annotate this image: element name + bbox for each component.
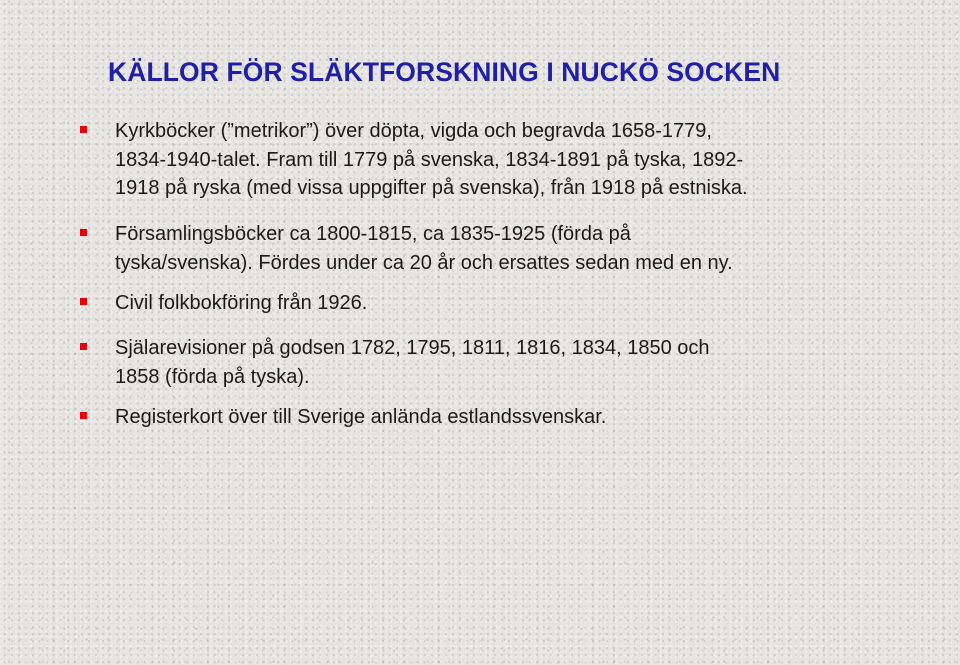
bullet-text [115,403,885,432]
bullet-text [115,289,885,318]
slide-title: KÄLLOR FÖR SLÄKTFORSKNING I NUCKÖ SOCKEN [108,57,781,87]
square-bullet-icon [80,229,87,236]
bullet-line: Civil folkbokföring från 1926. [115,292,368,314]
bullet-line: tyska/svenska). Fördes under ca 20 år och ersattes sedan med en ny. [115,251,733,274]
bullet-line: 1918 på ryska (med vissa uppgifter på svenska), från 1918 på estniska. [115,177,748,199]
square-bullet-icon [80,298,87,305]
bullet-line: Själarevisioner på godsen 1782, 1795, 1811, 1816, 1834, 1850 och [115,337,710,359]
bullet-line: Registerkort över till Sverige anlända estlandssvenskar. [115,406,607,428]
bullet-text [115,117,885,203]
bullet-line: Kyrkböcker (”metrikor”) över döpta, vigda och begravda 1658-1779, [115,120,712,142]
bullet-text [115,220,885,277]
bullet-line: Församlingsböcker ca 1800-1815, ca 1835-1925 (förda på [115,223,631,245]
square-bullet-icon [80,412,87,419]
square-bullet-icon [80,343,87,350]
square-bullet-icon [80,126,87,133]
bullet-line: 1858 (förda på tyska). [115,365,310,388]
bullet-line: 1834-1940-talet. Fram till 1779 på svenska, 1834-1891 på tyska, 1892- [115,148,744,171]
bullet-text [115,334,885,391]
